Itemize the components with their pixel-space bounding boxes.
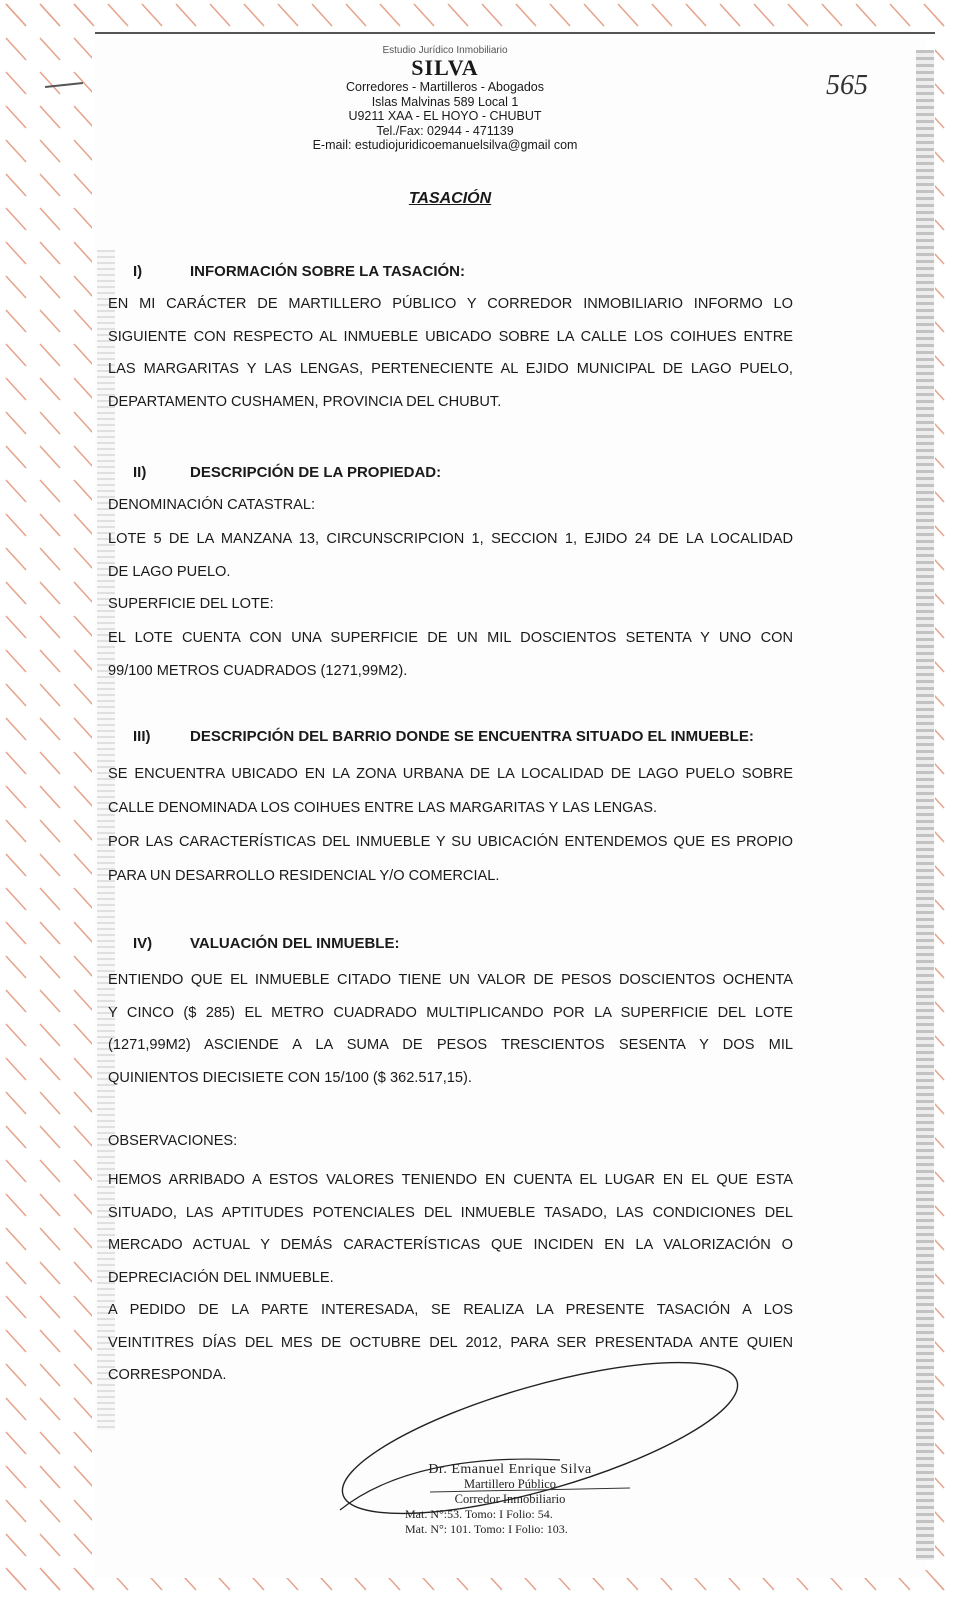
folio-number: 565 bbox=[826, 70, 868, 101]
section-heading: VALUACIÓN DEL INMUEBLE: bbox=[190, 935, 400, 952]
section-number: I) bbox=[133, 263, 143, 280]
text-line: MERCADO ACTUAL Y DEMÁS CARACTERÍSTICAS QUE INCIDEN EN LA VALORIZACIÓN O bbox=[108, 1237, 793, 1253]
text-line: DEPARTAMENTO CUSHAMEN, PROVINCIA DEL CHUBUT. bbox=[108, 393, 502, 410]
stamp-registration: Mat. N°: 101. Tomo: I Folio: 103. bbox=[405, 1522, 568, 1536]
observations-heading: OBSERVACIONES: bbox=[108, 1133, 238, 1149]
text-line: POR LAS CARACTERÍSTICAS DEL INMUEBLE Y SU UBICACIÓN ENTENDEMOS QUE ES PROPIO bbox=[108, 834, 793, 850]
right-scan-edge bbox=[916, 50, 934, 1560]
text-line: LOTE 5 DE LA MANZANA 13, CIRCUNSCRIPCION 1, SECCION 1, EJIDO 24 DE LA LOCALIDAD bbox=[108, 531, 793, 547]
text-line: Y CINCO ($ 285) EL METRO CUADRADO MULTIPLICANDO POR LA SUPERFICIE DEL LOTE bbox=[108, 1004, 793, 1021]
document-title: TASACIÓN bbox=[408, 190, 492, 207]
stamp-role: Corredor Inmobiliario bbox=[454, 1492, 566, 1506]
text-line: DE LAGO PUELO. bbox=[108, 563, 231, 580]
section-number: II) bbox=[133, 464, 147, 481]
section-number: IV) bbox=[133, 935, 153, 952]
text-line: SITUADO, LAS APTITUDES POTENCIALES DEL INMUEBLE TASADO, LAS CONDICIONES DEL bbox=[108, 1204, 793, 1221]
text-line: LAS MARGARITAS Y LAS LENGAS, PERTENECIENTE AL EJIDO MUNICIPAL DE LAGO PUELO, bbox=[108, 361, 793, 377]
field-label: DENOMINACIÓN CATASTRAL: bbox=[108, 497, 316, 513]
text-line: 99/100 METROS CUADRADOS (1271,99M2). bbox=[108, 662, 408, 679]
text-line: DEPRECIACIÓN DEL INMUEBLE. bbox=[108, 1269, 334, 1286]
top-border bbox=[95, 32, 935, 34]
field-label: SUPERFICIE DEL LOTE: bbox=[108, 596, 274, 612]
section-heading: DESCRIPCIÓN DEL BARRIO DONDE SE ENCUENTRA SITUADO EL INMUEBLE: bbox=[190, 728, 754, 745]
section-4-body bbox=[108, 964, 793, 1094]
text-line: EN MI CARÁCTER DE MARTILLERO PÚBLICO Y CORREDOR INMOBILIARIO INFORMO LO bbox=[108, 296, 793, 312]
section-2-superficie bbox=[108, 622, 793, 687]
text-line: SIGUIENTE CON RESPECTO AL INMUEBLE UBICADO SOBRE LA CALLE LOS COIHUES ENTRE bbox=[108, 328, 793, 345]
stamp-name: Dr. Emanuel Enrique Silva bbox=[428, 1462, 592, 1477]
text-line: (1271,99M2) ASCIENDE A LA SUMA DE PESOS TRESCIENTOS SESENTA Y DOS MIL bbox=[108, 1037, 793, 1053]
text-line: PARA UN DESARROLLO RESIDENCIAL Y/O COMERCIAL. bbox=[108, 868, 500, 884]
letterhead bbox=[290, 44, 600, 153]
text-line: HEMOS ARRIBADO A ESTOS VALORES TENIENDO EN CUENTA EL LUGAR EN EL QUE ESTA bbox=[108, 1172, 793, 1188]
section-heading: DESCRIPCIÓN DE LA PROPIEDAD: bbox=[190, 464, 442, 481]
text-line: SE ENCUENTRA UBICADO EN LA ZONA URBANA DE LA LOCALIDAD DE LAGO PUELO SOBRE bbox=[108, 766, 793, 782]
section-heading: INFORMACIÓN SOBRE LA TASACIÓN: bbox=[190, 263, 465, 280]
text-line: VEINTITRES DÍAS DEL MES DE OCTUBRE DEL 2012, PARA SER PRESENTADA ANTE QUIEN bbox=[108, 1334, 793, 1351]
section-1-body bbox=[108, 288, 793, 418]
letterhead-subtitle: Estudio Jurídico Inmobiliario bbox=[382, 45, 508, 56]
section-2-catastral bbox=[108, 523, 793, 588]
observations-body bbox=[108, 1164, 793, 1392]
text-line: CORRESPONDA. bbox=[108, 1367, 227, 1383]
letterhead-line: E-mail: estudiojuridicoemanuelsilva@gmail com bbox=[312, 138, 578, 152]
text-line: ENTIENDO QUE EL INMUEBLE CITADO TIENE UN VALOR DE PESOS DOSCIENTOS OCHENTA bbox=[108, 972, 793, 988]
letterhead-line: Tel./Fax: 02944 - 471139 bbox=[376, 123, 514, 138]
letterhead-line: Corredores - Martilleros - Abogados bbox=[346, 80, 544, 94]
section-3-body bbox=[108, 757, 793, 893]
stamp-registration: Mat. N°:53. Tomo: I Folio: 54. bbox=[405, 1507, 553, 1521]
letterhead-brand: SILVA bbox=[411, 55, 479, 80]
section-number: III) bbox=[133, 728, 151, 745]
text-line: A PEDIDO DE LA PARTE INTERESADA, SE REALIZA LA PRESENTE TASACIÓN A LOS bbox=[108, 1302, 793, 1318]
letterhead-line: Islas Malvinas 589 Local 1 bbox=[371, 94, 519, 109]
text-line: EL LOTE CUENTA CON UNA SUPERFICIE DE UN MIL DOSCIENTOS SETENTA Y UNO CON bbox=[108, 630, 793, 646]
stamp-role: Martillero Público bbox=[464, 1477, 556, 1491]
signature-stamp bbox=[405, 1462, 615, 1537]
text-line: CALLE DENOMINADA LOS COIHUES ENTRE LAS MARGARITAS Y LAS LENGAS. bbox=[108, 800, 658, 816]
letterhead-line: U9211 XAA - EL HOYO - CHUBUT bbox=[348, 109, 542, 123]
text-line: QUINIENTOS DIECISIETE CON 15/100 ($ 362.517,15). bbox=[108, 1069, 472, 1086]
